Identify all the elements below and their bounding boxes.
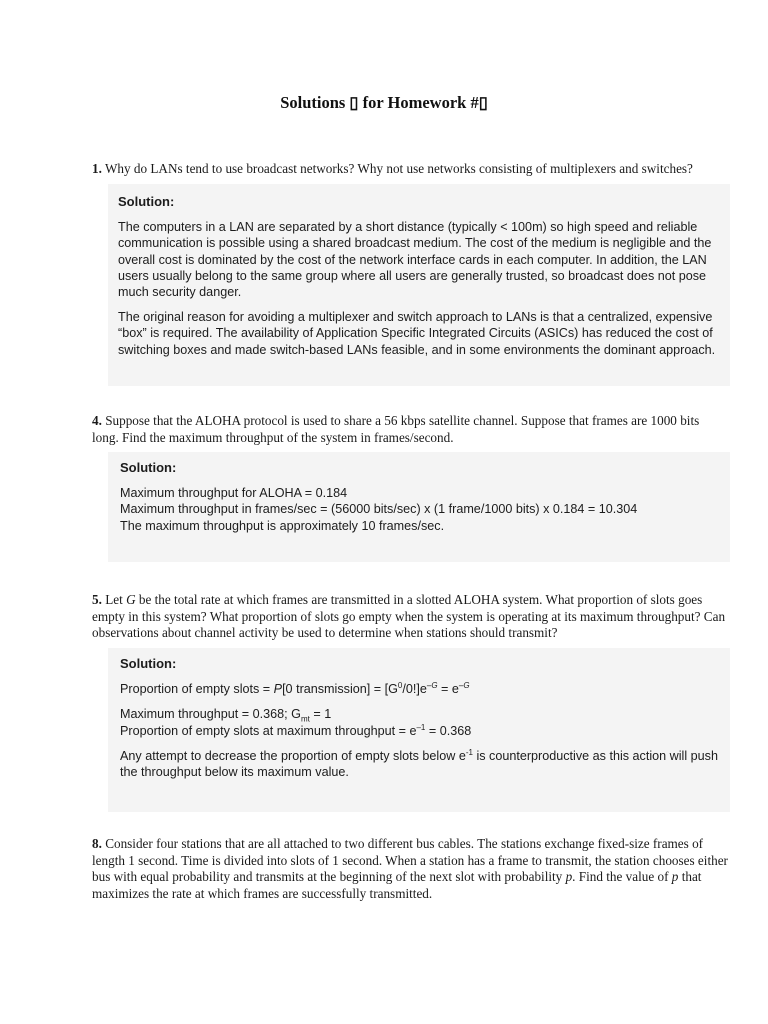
equation-max-throughput: Maximum throughput = 0.368; $G_{mt} = 1$ [120, 707, 332, 724]
question-text: Suppose that the ALOHA protocol is used to share a 56 kbps satellite channel. Suppose that frames are 1000 bits long. Find the maximum throughput of the system in frames/second. [92, 413, 700, 445]
solution-heading: Solution: [120, 656, 177, 671]
question-text: Let [105, 592, 127, 607]
solution-paragraph: Any attempt to decrease the proportion of empty slots below $e^{-1}$ is counterproductive as this action will push the throughput below its maximum value. [120, 747, 718, 780]
solution-paragraph: The original reason for avoiding a multiplexer and switch approach to LANs is that a centralized, expensive “box” is required. The availability of Application Specific Integrated Circuits (ASICs) has reduced the cost of switching boxes and made switch-based LANs feasible, and in some environments the dominant approach. [118, 310, 716, 357]
question-text: that maximizes the rate at which frames are successfully transmitted. [92, 869, 702, 901]
variable-p: p [671, 869, 679, 884]
question-text: be the total rate at which frames are transmitted in a slotted ALOHA system. What proportion of slots goes empty in this system? What proportion of slots go empty when the system is operating at its maximum throughput? Can observations about channel activity be used to determine when stations should transmit? [92, 592, 726, 640]
question-number: 8. [92, 836, 102, 851]
question-5 [92, 592, 728, 642]
question-1 [92, 161, 732, 178]
question-text: . Find the value of [572, 869, 672, 884]
variable-g: G [126, 592, 136, 607]
solution-line: Maximum throughput in frames/sec = (56000 bits/sec) x (1 frame/1000 bits) x 0.184 = 10.304 [120, 502, 638, 517]
question-text: Why do LANs tend to use broadcast networks? Why not use networks consisting of multiplexers and switches? [104, 161, 693, 176]
solution-line: Maximum throughput for ALOHA = 0.184 [120, 486, 348, 501]
equation-empty-slots: Proportion of empty slots = P[0 transmission] = $[G^0/0!]e^{-G} = e^{-G}$ [120, 681, 470, 697]
solution-paragraph: The computers in a LAN are separated by a short distance (typically < 100m) so high speed and reliable communication is possible using a shared broadcast medium. The cost of the medium is negligible and the overall cost is dominated by the cost of the network interface cards in each computer. In addition, the LAN users usually belong to the same group where all users are generally trusted, so broadcast does not pose much security danger. [118, 220, 712, 300]
solution-4 [108, 452, 730, 562]
variable-p: p [565, 869, 573, 884]
solution-1 [108, 184, 730, 386]
question-number: 4. [92, 413, 102, 428]
question-number: 5. [92, 592, 102, 607]
equation-empty-at-max: Proportion of empty slots at maximum throughput = $e^{-1} = 0.368$ [120, 722, 472, 738]
page-title: Solutions ▯ for Homework #▯ [280, 93, 488, 112]
solution-heading: Solution: [120, 460, 177, 475]
solution-5 [108, 648, 730, 812]
question-4 [92, 413, 728, 446]
solution-heading: Solution: [118, 194, 175, 209]
question-8 [92, 836, 732, 902]
question-number: 1. [92, 161, 102, 176]
question-text: Consider four stations that are all attached to two different bus cables. The stations exchange fixed-size frames of length 1 second. Time is divided into slots of 1 second. When a station has a frame to transmit, the station chooses either bus with equal probability and transmits at the beginning of the next slot with probability [92, 836, 728, 884]
solution-line: The maximum throughput is approximately 10 frames/sec. [120, 518, 445, 533]
